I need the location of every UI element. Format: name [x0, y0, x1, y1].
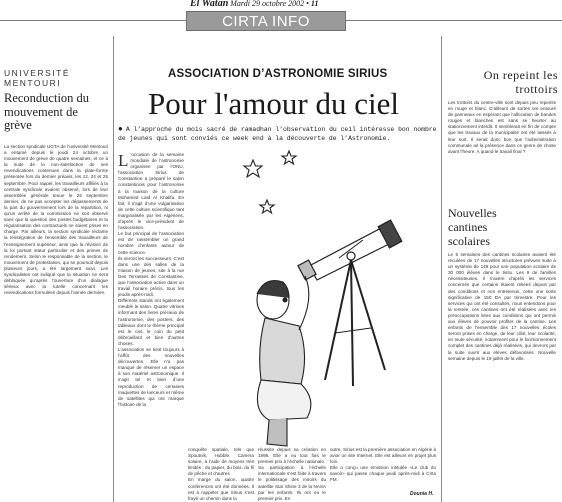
- main-article-column-2: [188, 447, 254, 501]
- masthead-text: El Watan Mardi 29 octobre 2002 • 11: [190, 0, 319, 9]
- stars-icon: [244, 151, 296, 213]
- main-col1-text: ’occasion de la semaine mondiale de l’astronomie organisée par l’ONU, l’association Sirius de Constantine a préparé le salon constantinois pour l’astronomie à la maison de la culture Mohamed Laïd Al Khalifa. En fait, il s’agit d’une vulgarisation de cette culture scientifique tant marginalisée par les Algériens, d’après le vice-président de l’association. Le but principal de l’association est de rassembler un grand nombre d’enfants autour de cette science. Ils seront les successeurs. C’est dans une des salles de la maison de jeunes, site à la rue Des Terrasses de Constantine, que l’association active dans un travail horaire précis, tous les jeudis après-midi. Différents stands ont également meublé le salon. Quatre vitrines informant des livres précieux de l’astronomie, des posters, des tableaux dont le thème principal est le ciel, le coin du petit débrouillard et bien d’autres choses. L’association se tient toujours à l’affût des nouvelles découvertes. Elle n’a pas manqué de réserver un espace à son matériel astronomique. Il s’agit tel et bien d’une reproduction de certaines maquettes de lanceurs et même de satellites qui ont marqué l’histoire de la: [118, 152, 184, 407]
- right-article-1-title: On repeint les trottoirs: [483, 68, 558, 96]
- lead-bullet-icon: ●: [118, 125, 123, 134]
- telescope-icon: [298, 220, 402, 280]
- main-article-column-1: [118, 152, 184, 492]
- main-col4-text: outre, Sirius est la première association en Algérie à avoir un site Internet. Elle est ailleurs en projet plus loin. Elle a conçu une émission intitulée «Le club du savoir» qui passe chaque jeudi après-midi à Cirta FM.: [330, 447, 436, 483]
- left-article-body: [4, 144, 108, 500]
- section-banner: [0, 11, 562, 31]
- right-article-1-text: Les trottoirs du centre-ville sont depuis peu repeints en rouge et blanc. D’ailleurs de sortes ont entouré de panneaux en espérant que l’allocation de bandes rouges et blanches est sans se heurter au stationnement interdit. Il semblerait en fin de compte que les travaux de la municipalité ont été laissés à leur sort. Il serait donc bon que l’administration communale ait la présence dans ce genre de chose avant l’heure. A quand le travail final ?: [448, 100, 556, 154]
- masthead: [0, 0, 562, 10]
- main-article-column-4: [330, 447, 436, 489]
- main-col3-text: réussite depuis sa création en 1996. Elle a eu tout fois le premier prix à l’échelle nationale. Sa participation à l’échelle internationale s’est faite à travers le politissage des miroirs du satellite Star Shine 3 de la NASA par les enfants. Ils ont eu le premier prix. En: [258, 447, 326, 501]
- left-article-kicker: [4, 68, 70, 88]
- left-article-text: La section syndicale UGTA de l’université Mentouri a entamé depuis le jeudi 24 octobre un mouvement de grève de quatre semaines, et ce à la suite de la non-satisfaction de ses revendications contenues dans la plate-forme présentée lors du dernier préavis, les 12, 24 et 25 septembre. Pour rappel, les travailleurs affiliés à la centrale syndicale avaient observé, lors de leur assemblée générale tenue le 25 septembre dernier, de ne pas accepter les dépassements de la part du gouvernement lors de la répartition, ni qu’un arrêté de la commission ne soit observé sans que la question des postes budgétaires et la régularisation des contractuels ne soient prises en charge. Par ailleurs, la section syndicale réclame la réintégration de l’ensemble des travailleurs de l’enseignement supérieur, ainsi que la révision de la loi portant statut particulier et des primes de rendement. Selon le responsable de la section, le mouvement de protestation, qui se poursuit depuis plusieurs jours, a été largement suivi. Les syndicalistes ont indiqué que la situation ne sera débloquée qu’après l’ouverture d’un dialogue sérieux avec la tutelle concernant les revendications formulées depuis l’année dernière.: [4, 144, 108, 296]
- main-article-column-3: [258, 447, 326, 501]
- column-rule-left: [113, 36, 114, 502]
- lead-text: A l’approche du mois sacré de ramadhan l’observation du ceil intéresse bon nombre de jeunes qui sont conviés ce week end à la découverte de l’Astronomie.: [118, 126, 437, 142]
- main-article-kicker: ASSOCIATION D’ASTRONOMIE SIRIUS: [168, 68, 388, 80]
- right-article-1-body: [448, 100, 556, 204]
- left-article-title: Reconduction du mouvement de grève: [4, 91, 90, 132]
- column-rule-right: [441, 36, 442, 502]
- right-article-2-body: [448, 252, 556, 500]
- newspaper-brand: El Watan: [190, 0, 229, 9]
- article-byline: Dounia H.: [410, 491, 434, 497]
- tripod-icon: [325, 260, 385, 386]
- page-number: 11: [310, 0, 319, 8]
- left-kicker-line1: UNIVERSITÉ: [4, 68, 71, 78]
- right-article-2-text: Le 5 semaines des cantines scolaires avaient été reculées de 17 nouvelles structures prévues suite à un système de 149 pour une population scolaire de 30 000 élèves dans le tissu. Les 9 de familles nécessiteuses. Il s’avère d’après les services concernés que certains étaient reliées depuis par des conditions et non entretenus, cette une sorte significative de 150 DA par trimestre. Pour les services qui ont été consultés, nous entendons pour la rentrée, ces cantines ont été réalisées avec les préoccupations liées aux conditions qui ont permis aux élèves de pouvoir profiter de la cantine. Les enfants de l’ensemble des 17 nouvelles écoles seront prises en charge, de leur côté, leur scolarité, en toute sécurité, notamment pour le fonctionnement complet des cantines déjà réalisées, qui devront par la suite ouvrir aux élèves défavorisés. Nouvelle semaine depuis le 19 juillet de la ville.: [448, 252, 556, 361]
- issue-date: Mardi 29 octobre 2002: [230, 0, 305, 8]
- right-article-2-title: Nouvelles cantines scolaires: [448, 206, 497, 248]
- drop-cap: L: [118, 151, 129, 170]
- main-col2-text: conquête spatiale, tels que Spoutnik, Hubble. Camera solaire, à l’aide de moyens très limités : du papier, du bois, du fil de pêche et d’autres. En marge du salon, quatre conférences ont été données. Il est à rappeler que Sirius s’est frayé un chemin dans la: [188, 447, 254, 501]
- banner-rule-right: [346, 20, 562, 21]
- banner-rule-left: [0, 20, 186, 21]
- main-article-lead: [118, 126, 438, 143]
- section-title: CIRTA INFO: [186, 11, 346, 31]
- boy-icon: [257, 276, 311, 446]
- main-article-title: Pour l'amour du ciel: [148, 86, 399, 121]
- astronomy-illustration: [243, 148, 439, 452]
- left-kicker-line2: MENTOURI: [4, 78, 62, 88]
